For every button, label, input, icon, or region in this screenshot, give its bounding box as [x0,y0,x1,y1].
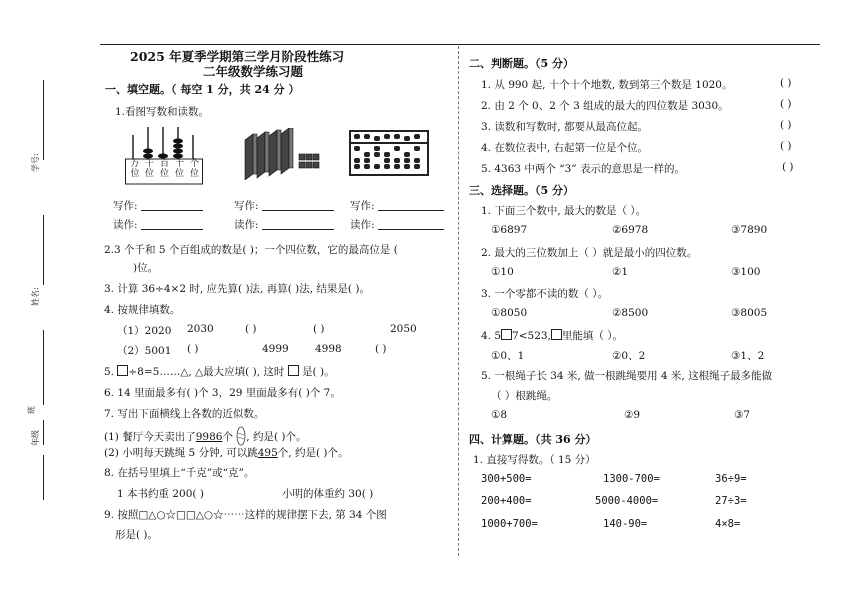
q7-text: 7. 写出下面横线上各数的近似数。 [104,408,265,420]
place-word: 位 [144,169,154,179]
tf-item-4: 4. 在数位表中, 右起第一位是个位。 [481,142,649,154]
calc-r1-c2[interactable]: 1300-700= [603,473,660,485]
choice-q1-opt3[interactable]: ③7890 [731,224,768,236]
choice-q2-opt1[interactable]: ①10 [491,266,514,278]
answer-line [262,229,334,230]
choice-q1: 1. 下面三个数中, 最大的数是（ ）。 [481,205,647,217]
write-field-3[interactable] [350,198,444,213]
place-label-bai: 百 [159,159,169,169]
grade-label: 年级 [31,430,40,446]
write-label: 写作: [234,200,259,212]
tf-paren-5[interactable]: ( ) [782,161,794,173]
choice-q5-opt3[interactable]: ③7 [734,409,751,421]
binding-line-5 [43,455,44,500]
read-label: 读作: [113,219,138,231]
q4-r1-c4[interactable]: ( ) [313,323,325,335]
read-field-3[interactable] [350,217,444,232]
tf-paren-4[interactable]: ( ) [780,140,792,152]
q7b-text [104,445,349,460]
q4-text: 4. 按规律填数。 [104,304,181,316]
choice-q4 [481,328,623,343]
q2-text-cont: )位。 [133,262,159,274]
calc-q1: 1. 直接写得数。（ 15 分） [473,454,596,466]
q5-mid: ÷8=5……△, △最大应填( ), 这时 [128,366,285,378]
calc-r2-c1[interactable]: 200+400= [481,495,532,507]
q6-text: 6. 14 里面最多有( )个 3，29 里面最多有( )个 7。 [104,387,341,399]
q4-r2-c1: （2）5001 [117,345,172,357]
calc-r3-c1[interactable]: 1000+700= [481,518,538,530]
fish-icon [236,426,246,446]
choice-q1-opt1[interactable]: ①6897 [491,224,528,236]
calc-r1-c3[interactable]: 36÷9= [715,473,747,485]
base-ten-blocks-image [243,128,323,183]
abacus-image [349,130,429,179]
write-field-1[interactable] [113,198,203,213]
q4-r1-c2: 2030 [187,323,214,335]
choice-q3-opt1[interactable]: ①8050 [491,307,528,319]
tf-paren-1[interactable]: ( ) [780,77,792,89]
q8-text: 8. 在括号里填上“千克”或“克”。 [104,467,255,479]
square-icon [288,365,299,376]
choice-q4-opt2[interactable]: ②0、2 [612,350,646,362]
answer-line [141,210,203,211]
calc-r2-c3[interactable]: 27÷3= [715,495,747,507]
tf-item-3: 3. 读数和写数时, 都要从最高位起。 [481,121,649,133]
q5-number: 5. [104,366,115,378]
place-label-wan: 万 [130,159,140,169]
tf-paren-2[interactable]: ( ) [780,98,792,110]
read-field-2[interactable] [234,217,334,232]
choice-q3-opt2[interactable]: ②8500 [612,307,649,319]
section-fill-blank: 一、填空题。（ 每空 1 分，共 24 分 ） [105,83,300,96]
q7b-lead: (2) 小明每天跳绳 5 分钟, 可以跳 [104,447,258,459]
section-calculation: 四、计算题。（共 36 分） [469,433,597,446]
binding-line-3 [43,330,44,405]
place-label-shi: 十 [174,159,184,169]
name-label: 姓名: [31,287,40,306]
choice-q5-cont: （ ）根跳绳。 [491,390,558,402]
tf-item-1: 1. 从 990 起, 十个十个地数, 数到第三个数是 1020。 [481,79,733,91]
cubes-icon [243,128,323,180]
place-label-qian: 千 [144,159,154,169]
place-word: 位 [130,169,140,179]
q4-r1-c1: （1）2020 [117,325,172,337]
top-rule [100,44,820,45]
square-icon [117,365,128,376]
calc-r1-c1[interactable]: 300+500= [481,473,532,485]
q7a-lead: (1) 餐厅今天卖出了 [104,431,196,443]
q7a-tail: , 约是( )个。 [246,431,307,443]
choice-q4-opt3[interactable]: ③1、2 [731,350,765,362]
read-label: 读作: [234,219,259,231]
q4-r1-c3[interactable]: ( ) [245,323,257,335]
write-label: 写作: [350,200,375,212]
section-true-false: 二、判断题。（5 分） [469,57,574,70]
q7b-number: 495 [257,447,278,459]
binding-line-1 [43,80,44,160]
answer-line [378,229,444,230]
answer-line [378,210,444,211]
q7a-text [104,426,307,446]
q4-r2-c3: 4999 [262,343,289,355]
binding-line-4 [43,420,44,445]
place-word: 位 [189,169,199,179]
tf-paren-3[interactable]: ( ) [780,119,792,131]
calc-r2-c2[interactable]: 5000-4000= [595,495,659,507]
q7a-unit: 个 [222,431,233,443]
exam-subtitle: 二年级数学练习题 [203,64,304,79]
q8a-text: 1 本书约重 200( ) [117,488,204,500]
choice-q3-opt3[interactable]: ③8005 [731,307,768,319]
read-label: 读作: [350,219,375,231]
choice-q4-lead: 4. 5 [481,330,502,342]
tf-item-2: 2. 由 2 个 0、2 个 3 组成的最大的四位数是 3030。 [481,100,729,112]
q2-text: 2.3 个千和 5 个百组成的数是( )；一个四位数，它的最高位是 ( [104,244,398,256]
write-field-2[interactable] [234,198,334,213]
class-label: 班 [27,406,36,414]
choice-q5: 5. 一根绳子长 34 米, 做一根跳绳要用 4 米, 这根绳子最多能做 [481,370,773,382]
column-divider [458,46,459,556]
q4-r2-c2[interactable]: ( ) [187,343,199,355]
choice-q5-opt2[interactable]: ②9 [624,409,641,421]
read-field-1[interactable] [113,217,203,232]
choice-q1-opt2[interactable]: ②6978 [612,224,649,236]
q9-text: 9. 按照□△○☆□□△○☆⋯⋯这样的规律摆下去, 第 34 个图 [104,509,387,521]
place-word: 位 [159,169,169,179]
answer-line [262,210,334,211]
write-label: 写作: [113,200,138,212]
calc-r3-c3[interactable]: 4×8= [715,518,741,530]
binding-line-2 [43,215,44,285]
q5-text [104,364,335,379]
choice-q3: 3. 一个零都不读的数（ ）。 [481,288,608,300]
q3-text: 3. 计算 36÷4×2 时, 应先算( )法, 再算( )法, 结果是( )。 [104,283,370,295]
q5-end: 是( )。 [302,366,335,378]
q7a-number: 9986 [195,431,223,443]
square-icon [501,329,512,340]
tf-item-5: 5. 4363 中两个 “3” 表示的意思是一样的。 [481,163,686,175]
q9-text-cont: 形是( )。 [115,529,159,541]
q7b-tail: 个, 约是( )个。 [277,447,349,459]
q1-text: 1.看图写数和读数。 [115,106,210,118]
q4-r2-c5[interactable]: ( ) [375,343,387,355]
q4-r2-c4: 4998 [315,343,342,355]
choice-q4-tail: 里能填（ ）。 [561,330,623,342]
choice-q2-opt2[interactable]: ②1 [612,266,629,278]
answer-line [141,229,203,230]
place-word: 位 [174,169,184,179]
choice-q2-opt3[interactable]: ③100 [731,266,761,278]
student-id-label: 学号: [31,153,40,172]
choice-q5-opt1[interactable]: ①8 [491,409,508,421]
choice-q2: 2. 最大的三位数加上（ ）就是最小的四位数。 [481,247,698,259]
section-choice: 三、选择题。（5 分） [469,184,574,197]
square-icon [551,329,562,340]
abacus-icon [349,130,429,176]
exam-title: 2025 年夏季学期第三学月阶段性练习 [130,49,345,64]
q4-r1-c5: 2050 [390,323,417,335]
abacus-place-labels [128,159,202,179]
calc-r3-c2[interactable]: 140-90= [603,518,648,530]
q8b-text: 小明的体重约 30( ) [282,488,374,500]
place-label-ge: 个 [189,159,199,169]
choice-q4-mid: 7<523, [512,330,551,342]
choice-q4-opt1[interactable]: ①0、1 [491,350,525,362]
